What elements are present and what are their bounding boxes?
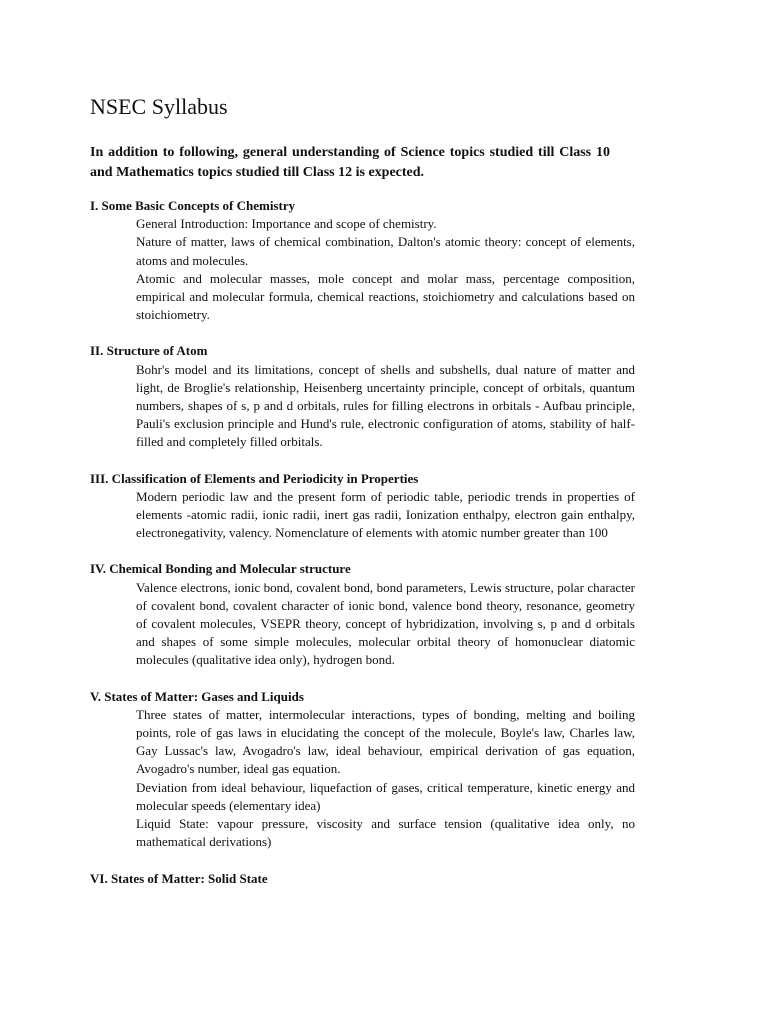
section-paragraph: Three states of matter, intermolecular interactions, types of bonding, melting and boiling points, role of gas laws in elucidating the concept of the molecule, Boyle's law, Charles law, Gay Lussac's law, Avogadro's law, ideal behaviour, empirical derivation of gas equation, Avogadro's number, ideal gas equation. [136,706,635,777]
section-paragraph: Valence electrons, ionic bond, covalent bond, bond parameters, Lewis structure, polar character of covalent bond, covalent character of ionic bond, valence bond theory, resonance, geometry of covalent molecules, VSEPR theory, concept of hybridization, involving s, p and d orbitals and shapes of some simple molecules, molecular orbital theory of homonuclear diatomic molecules (qualitative idea only), hydrogen bond. [136,579,635,668]
intro-text: In addition to following, general understanding of Science topics studied till Class 10 and Mathematics topics studied till Class 12 is expected. [90,145,610,180]
section-paragraph: General Introduction: Importance and scope of chemistry. [136,216,437,232]
section-paragraph: Deviation from ideal behaviour, liquefaction of gases, critical temperature, kinetic energy and molecular speeds (elementary idea) [136,779,635,813]
section-structure-of-atom [90,342,635,451]
section-heading: VI. States of Matter: Solid State [90,870,268,886]
section-heading: V. States of Matter: Gases and Liquids [90,688,304,704]
section-paragraph: Atomic and molecular masses, mole concept and molar mass, percentage composition, empirical and molecular formula, chemical reactions, stoichiometry and calculations based on stoichiometry. [136,270,635,323]
section-solid-state [90,870,635,888]
section-paragraph: Nature of matter, laws of chemical combination, Dalton's atomic theory: concept of elements, atoms and molecules. [136,234,635,268]
section-heading: IV. Chemical Bonding and Molecular structure [90,561,351,577]
section-basic-concepts [90,197,635,324]
section-gases-liquids [90,688,635,852]
section-paragraph: Liquid State: vapour pressure, viscosity and surface tension (qualitative idea only, no mathematical derivations) [136,816,635,850]
section-paragraph: Modern periodic law and the present form of periodic table, periodic trends in properties of elements -atomic radii, ionic radii, inert gas radii, Ionization enthalpy, electron gain enthalpy, electronegativity, valency. Nomenclature of elements with atomic number greater than 100 [136,488,635,541]
section-heading: II. Structure of Atom [90,343,208,359]
section-heading: III. Classification of Elements and Periodicity in Properties [90,470,419,486]
section-heading: I. Some Basic Concepts of Chemistry [90,198,296,213]
page-title: NSEC Syllabus [90,94,228,119]
section-paragraph: Bohr's model and its limitations, concept of shells and subshells, dual nature of matter and light, de Broglie's relationship, Heisenberg uncertainty principle, concept of orbitals, quantum numbers, shapes of s, p and d orbitals, rules for filling electrons in orbitals - Aufbau principle, Pauli's exclusion principle and Hund's rule, electronic configuration of atoms, stability of half-filled and completely filled orbitals. [136,361,635,450]
section-periodicity [90,470,635,543]
document-page [90,92,635,906]
section-chemical-bonding [90,560,635,669]
